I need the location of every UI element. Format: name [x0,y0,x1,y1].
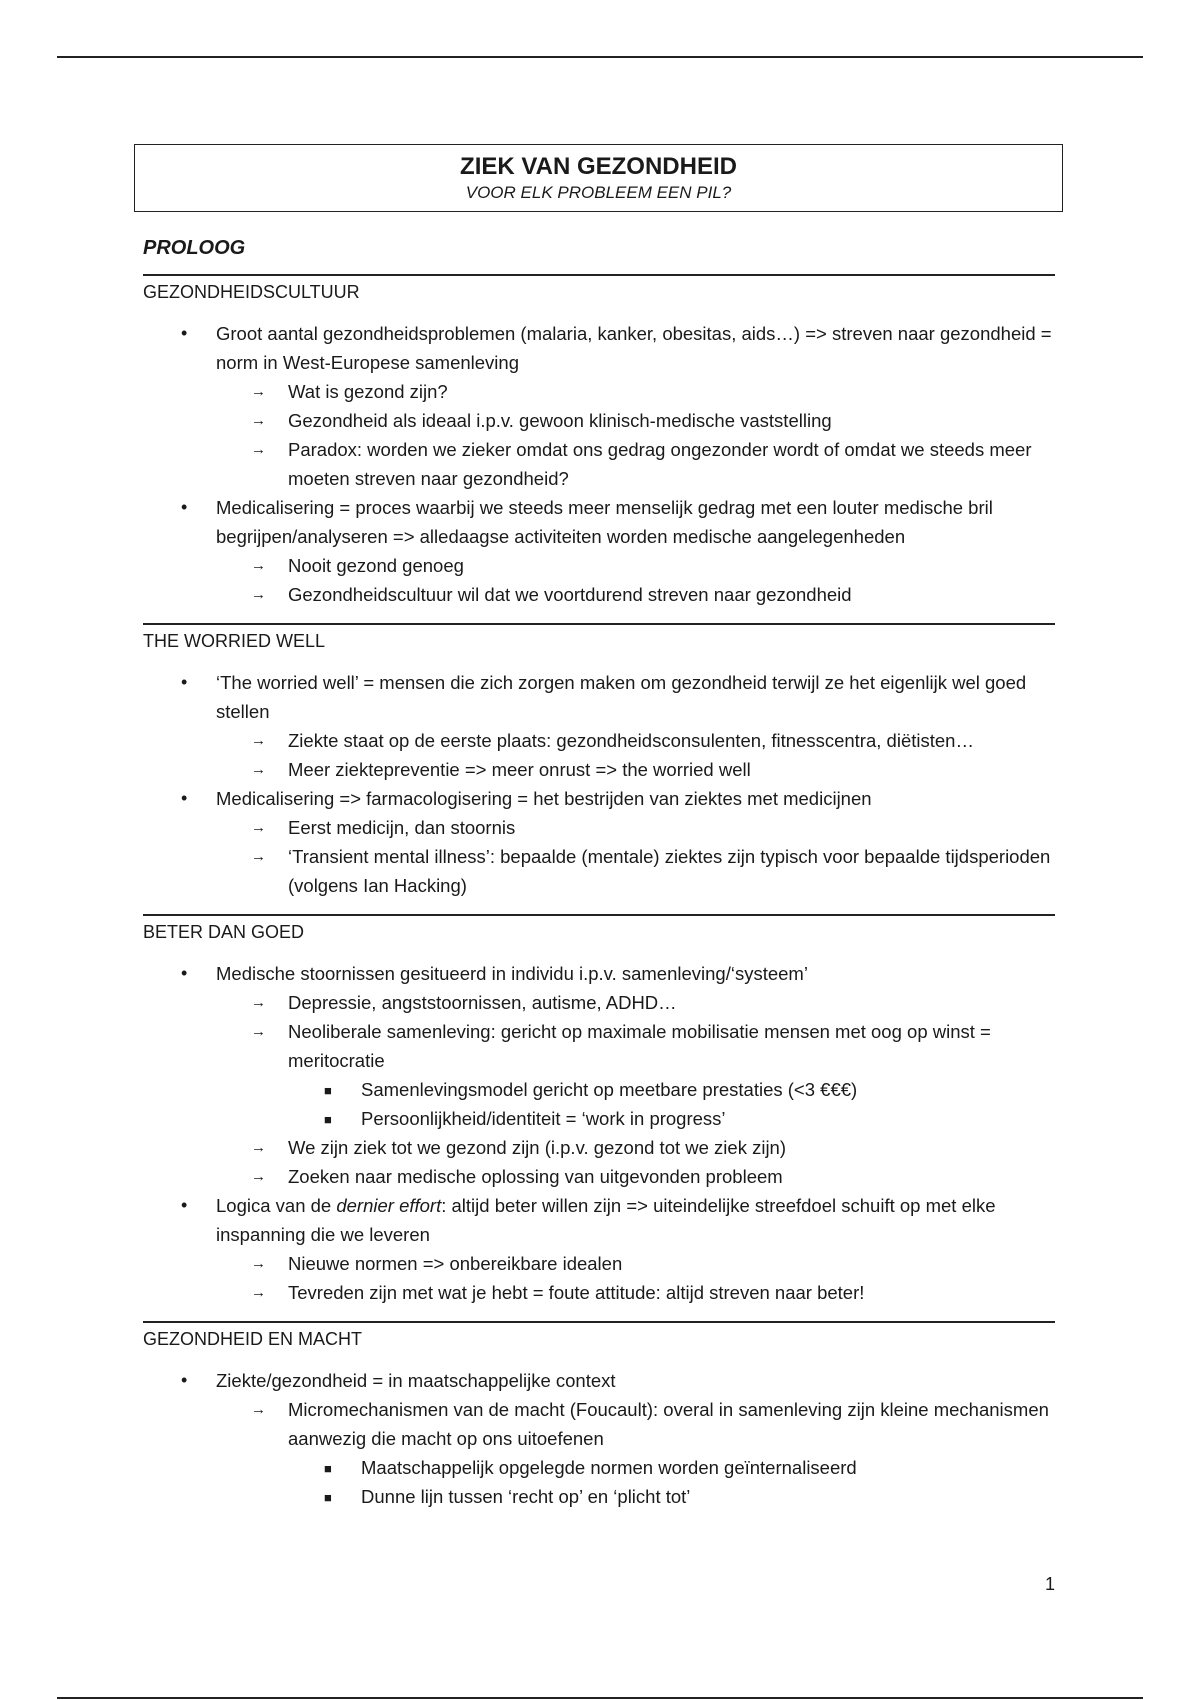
prolog-heading: PROLOOG [143,237,246,259]
square-bullet-icon: ■ [324,1461,332,1476]
arrow-right-icon: → [251,732,266,749]
list-item: • Groot aantal gezondheidsproblemen (malaria, kanker, obesitas, aids…) => streven naar gezondheid = norm in West-Europese samenleving [143,319,1055,377]
document-subtitle: VOOR ELK PROBLEEM EEN PIL? [465,183,732,202]
arrow-right-icon: → [251,557,266,574]
bullet-icon: • [181,788,188,808]
arrow-right-icon: → [251,994,266,1011]
document-body [143,230,1055,1511]
bullet-icon: • [181,323,188,343]
arrow-right-icon: → [251,586,266,603]
list-item: → Meer ziektepreventie => meer onrust => the worried well [143,755,1055,784]
list-item: → Gezondheidscultuur wil dat we voortdurend streven naar gezondheid [143,580,1055,609]
list-item: ■ Dunne lijn tussen ‘recht op’ en ‘plicht tot’ [143,1482,1055,1511]
bullet-list [143,668,1055,900]
list-item: → Zoeken naar medische oplossing van uitgevonden probleem [143,1162,1055,1191]
arrow-right-icon: → [251,1139,266,1156]
list-item: • Medicalisering = proces waarbij we steeds meer menselijk gedrag met een louter medische bril begrijpen/analyseren => alledaagse activiteiten worden medische aangelegenheden [143,493,1055,551]
square-bullet-icon: ■ [324,1490,332,1505]
arrow-right-icon: → [251,848,266,865]
arrow-right-icon: → [251,441,266,458]
bullet-list [143,1366,1055,1511]
list-item: → Neoliberale samenleving: gericht op maximale mobilisatie mensen met oog op winst = meritocratie [143,1017,1055,1075]
list-item: → Ziekte staat op de eerste plaats: gezondheidsconsulenten, fitnesscentra, diëtisten… [143,726,1055,755]
emphasis-text: dernier effort [336,1195,442,1216]
list-item: → Wat is gezond zijn? [143,377,1055,406]
list-item: ■ Maatschappelijk opgelegde normen worden geïnternaliseerd [143,1453,1055,1482]
list-item: ■ Samenlevingsmodel gericht op meetbare prestaties (<3 €€€) [143,1075,1055,1104]
bullet-icon: • [181,497,188,517]
list-item: → Nooit gezond genoeg [143,551,1055,580]
list-item: ■ Persoonlijkheid/identiteit = ‘work in progress’ [143,1104,1055,1133]
arrow-right-icon: → [251,1023,266,1040]
title-box [134,144,1063,212]
bullet-icon: • [181,1370,188,1390]
arrow-right-icon: → [251,819,266,836]
arrow-right-icon: → [251,761,266,778]
arrow-right-icon: → [251,1401,266,1418]
section-heading: THE WORRIED WELL [143,631,326,651]
bullet-list [143,319,1055,609]
arrow-right-icon: → [251,1284,266,1301]
list-item: → Depressie, angststoornissen, autisme, ADHD… [143,988,1055,1017]
section-gezondheidscultuur [143,274,1055,609]
page-header-rule [57,56,1143,58]
bullet-icon: • [181,963,188,983]
section-heading: GEZONDHEID EN MACHT [143,1329,363,1349]
list-item: → Gezondheid als ideaal i.p.v. gewoon klinisch-medische vaststelling [143,406,1055,435]
list-item: • ‘The worried well’ = mensen die zich zorgen maken om gezondheid terwijl ze het eigenlijk wel goed stellen [143,668,1055,726]
arrow-right-icon: → [251,1168,266,1185]
arrow-right-icon: → [251,383,266,400]
section-heading: BETER DAN GOED [143,922,305,942]
page-footer-rule [57,1697,1143,1699]
section-heading: GEZONDHEIDSCULTUUR [143,282,360,302]
list-item: → Nieuwe normen => onbereikbare idealen [143,1249,1055,1278]
list-item: → ‘Transient mental illness’: bepaalde (mentale) ziektes zijn typisch voor bepaalde tijdsperioden (volgens Ian Hacking) [143,842,1055,900]
section-worried-well [143,623,1055,900]
bullet-icon: • [181,672,188,692]
arrow-right-icon: → [251,412,266,429]
document-title: ZIEK VAN GEZONDHEID [460,153,737,180]
list-item: → Micromechanismen van de macht (Foucault): overal in samenleving zijn kleine mechanismen aanwezig die macht op ons uitoefenen [143,1395,1055,1453]
section-gezondheid-en-macht [143,1321,1055,1511]
square-bullet-icon: ■ [324,1112,332,1127]
arrow-right-icon: → [251,1255,266,1272]
list-item: → Paradox: worden we zieker omdat ons gedrag ongezonder wordt of omdat we steeds meer moeten streven naar gezondheid? [143,435,1055,493]
list-item: • Logica van de dernier effort: altijd beter willen zijn => uiteindelijke streefdoel schuift op met elke inspanning die we leveren [143,1191,1055,1249]
list-item: → Eerst medicijn, dan stoornis [143,813,1055,842]
list-item: • Medische stoornissen gesitueerd in individu i.p.v. samenleving/‘systeem’ [143,959,1055,988]
bullet-list [143,959,1055,1307]
list-item: • Medicalisering => farmacologisering = het bestrijden van ziektes met medicijnen [143,784,1055,813]
square-bullet-icon: ■ [324,1083,332,1098]
page-number: 1 [1045,1574,1056,1594]
list-item: → We zijn ziek tot we gezond zijn (i.p.v. gezond tot we ziek zijn) [143,1133,1055,1162]
list-item: • Ziekte/gezondheid = in maatschappelijke context [143,1366,1055,1395]
list-item: → Tevreden zijn met wat je hebt = foute attitude: altijd streven naar beter! [143,1278,1055,1307]
section-beter-dan-goed [143,914,1055,1307]
bullet-icon: • [181,1195,188,1215]
